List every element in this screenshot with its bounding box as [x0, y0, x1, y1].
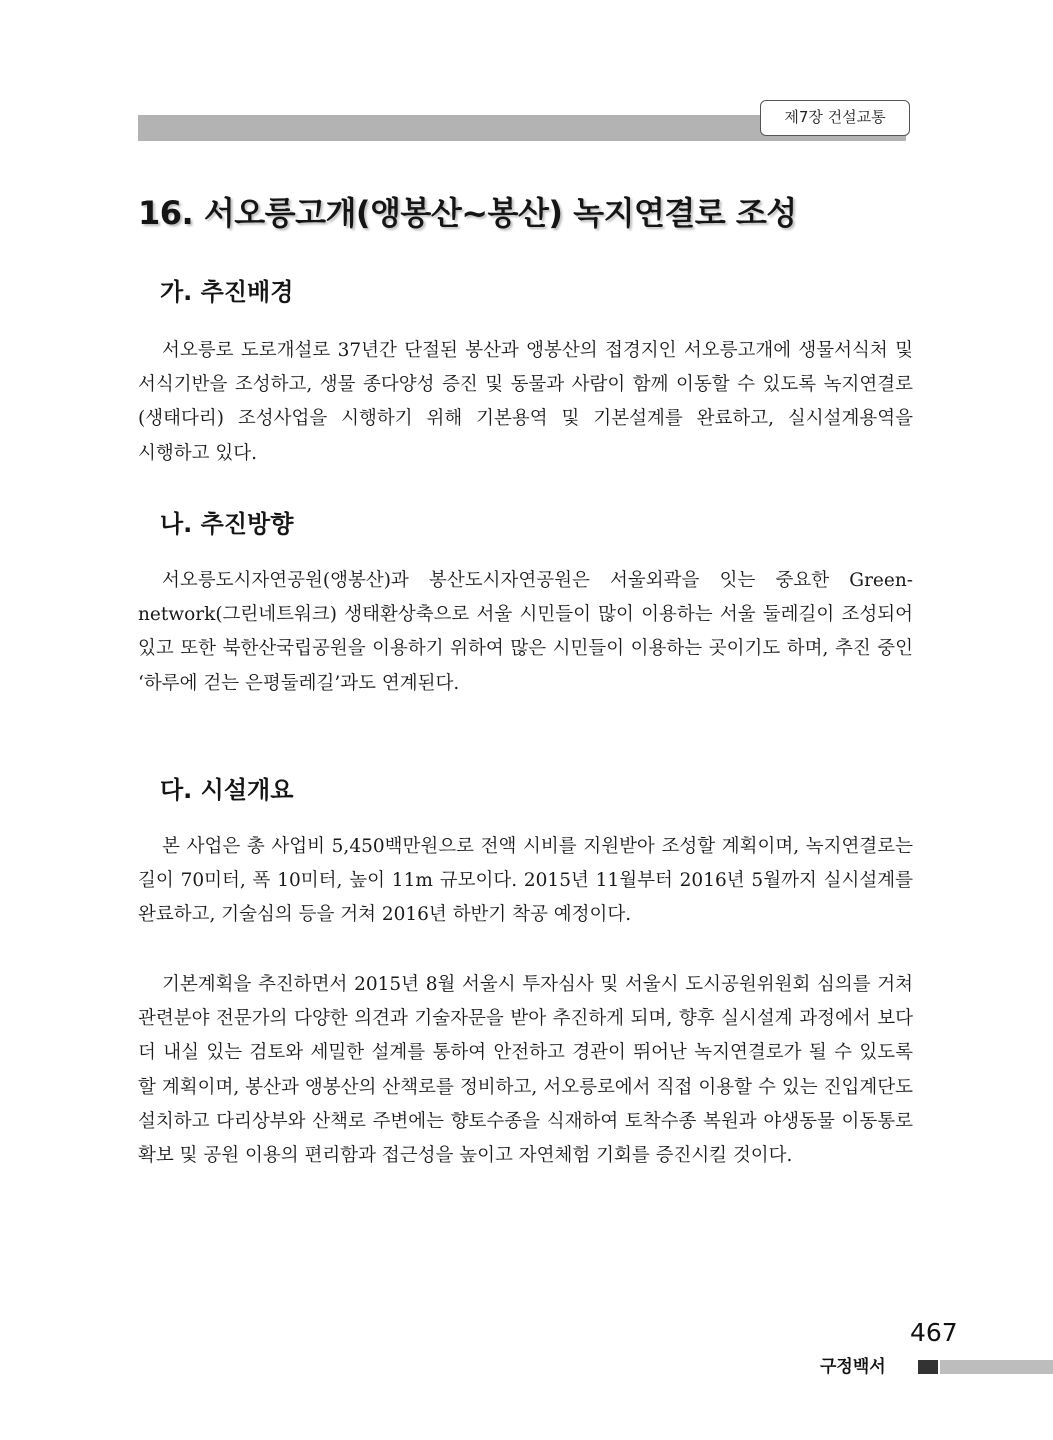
section-paragraph: 본 사업은 총 사업비 5,450백만원으로 전액 시비를 지원받아 조성할 계획이며, 녹지연결로는 길이 70미터, 폭 10미터, 높이 11m 규모이다. 2015년 11월부터 2016년 5월까지 실시설계를 완료하고, 기술심의 등을 거쳐 2016년 하반기 착공 예정이다.	[138, 836, 913, 926]
section-heading-direction: 나. 추진방향	[160, 510, 294, 538]
section-paragraph: 기본계획을 추진하면서 2015년 8월 서울시 투자심사 및 서울시 도시공원위원회 심의를 거쳐 관련분야 전문가의 다양한 의견과 기술자문을 받아 추진하게 되며, 향후 실시설계 과정에서 보다 더 내실 있는 검토와 세밀한 설계를 통하여 안전하고 경관이 뛰어난 녹지연결로가 될 수 있도록 할 계획이며, 봉산과 앵봉산의 산책로를 정비하고, 서오릉로에서 직접 이용할 수 있는 진입계단도 설치하고 다리상부와 산책로 주변에는 향토수종을 식재하여 토착수종 복원과 야생동물 이동통로 확보 및 공원 이용의 편리함과 접근성을 높이고 자연체험 기회를 증진시킬 것이다.	[138, 974, 913, 1167]
section-paragraph: 서오릉도시자연공원(앵봉산)과 봉산도시자연공원은 서울외곽을 잇는 중요한 Green-network(그린네트워크) 생태환상축으로 서울 시민들이 많이 이용하는 서울 둘레길이 조성되어 있고 또한 북한산국립공원을 이용하기 위하여 많은 시민들이 이용하는 곳이기도 하며, 추진 중인 ‘하루에 걷는 은평둘레길’과도 연계된다.	[138, 570, 913, 694]
footer-bar-light	[940, 1360, 1053, 1374]
page-number: 467	[910, 1318, 958, 1347]
page-title: 16. 서오릉고개(앵봉산~봉산) 녹지연결로 조성	[138, 194, 797, 232]
section-heading-background: 가. 추진배경	[160, 278, 294, 306]
chapter-tab: 제7장 건설교통	[760, 100, 910, 136]
section-paragraph: 서오릉로 도로개설로 37년간 단절된 봉산과 앵봉산의 접경지인 서오릉고개에 생물서식처 및 서식기반을 조성하고, 생물 종다양성 증진 및 동물과 사람이 함께 이동할 수 있도록 녹지연결로(생태다리) 조성사업을 시행하기 위해 기본용역 및 기본설계를 완료하고, 실시설계용역을 시행하고 있다.	[138, 340, 913, 464]
footer-bar-dark	[918, 1360, 938, 1374]
footer-book-title: 구정백서	[820, 1357, 886, 1377]
section-heading-overview: 다. 시설개요	[160, 776, 294, 804]
